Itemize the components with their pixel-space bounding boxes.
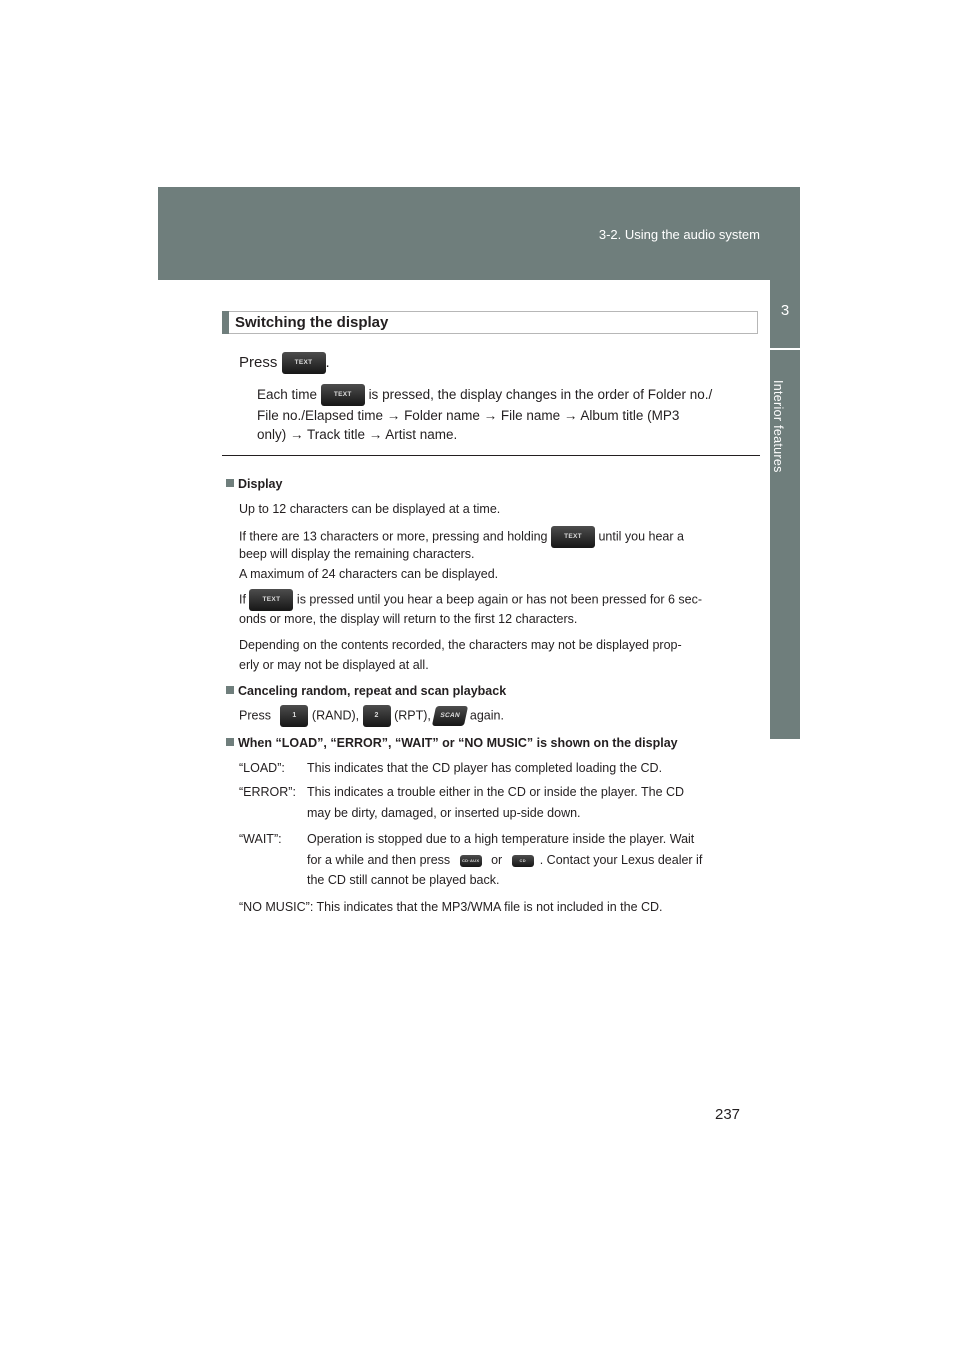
canceling-press-line	[239, 705, 504, 727]
chapter-number: 3	[780, 302, 790, 319]
header-banner	[158, 187, 800, 280]
preset-2-button-icon: 2	[363, 705, 391, 727]
canceling-heading-text: Canceling random, repeat and scan playback	[238, 684, 507, 698]
press-suffix: .	[325, 353, 330, 371]
display-p2-text-a: If there are 13 characters or more, pressing and holding	[239, 529, 548, 544]
wait-label: “WAIT”:	[239, 832, 282, 846]
load-text: This indicates that the CD player has completed loading the CD.	[307, 761, 663, 775]
display-p4-line1: Depending on the contents recorded, the characters may not be displayed prop-	[239, 638, 682, 652]
display-p2-line1	[239, 526, 684, 548]
when-shown-heading	[226, 736, 678, 750]
canceling-heading	[226, 684, 506, 698]
rpt-label: (RPT),	[394, 708, 431, 723]
section-title: Switching the display	[235, 314, 389, 331]
display-p3-line1	[239, 589, 702, 611]
chapter-tab	[770, 280, 800, 739]
bullet-square-icon	[226, 686, 234, 694]
wait-text-line2-b: . Contact your Lexus dealer if	[539, 853, 703, 867]
wait-text-line3: the CD still cannot be played back.	[307, 873, 500, 887]
load-label: “LOAD”:	[239, 761, 285, 775]
each-time-line-1	[257, 384, 712, 406]
wait-text-line1: Operation is stopped due to a high temperature inside the player. Wait	[307, 832, 695, 846]
again-label: again.	[469, 708, 504, 723]
scan-button-icon: SCAN	[432, 706, 468, 726]
display-p1: Up to 12 characters can be displayed at a time.	[239, 502, 501, 516]
display-p3-text-b: is pressed until you hear a beep again or has not been pressed for 6 sec-	[296, 592, 703, 607]
error-text-line1: This indicates a trouble either in the CD or inside the player. The CD	[307, 785, 685, 799]
press-label: Press	[239, 353, 278, 371]
bullet-square-icon	[226, 479, 234, 487]
cd-aux-button-icon: CD·AUX	[460, 855, 482, 867]
rand-label: (RAND),	[311, 708, 360, 723]
canceling-press-label: Press	[239, 708, 271, 723]
each-time-text-a: Each time	[257, 387, 318, 402]
display-p2-text-b: until you hear a	[598, 529, 684, 544]
page-number: 237	[715, 1106, 741, 1123]
each-time-text-b: is pressed, the display changes in the order of Folder no./	[368, 387, 713, 402]
section-heading-bar	[222, 311, 229, 334]
text-button-icon: TEXT	[321, 384, 365, 406]
display-p4-line2: erly or may not be displayed at all.	[239, 658, 429, 672]
preset-1-button-icon: 1	[280, 705, 308, 727]
section-divider	[222, 455, 760, 456]
chapter-label: Interior features	[771, 380, 785, 473]
each-time-line-2: File no./Elapsed time → Folder name → File name → Album title (MP3	[257, 408, 680, 423]
when-shown-heading-text: When “LOAD”, “ERROR”, “WAIT” or “NO MUSIC” is shown on the display	[238, 736, 678, 750]
display-p3-text-a: If	[239, 592, 246, 607]
display-heading-text: Display	[238, 477, 283, 491]
text-button-icon: TEXT	[282, 352, 326, 374]
bullet-square-icon	[226, 738, 234, 746]
section-heading-box	[222, 311, 758, 334]
text-button-icon: TEXT	[249, 589, 293, 611]
wait-text-line2-a: for a while and then press	[307, 853, 451, 867]
display-p3-line2: onds or more, the display will return to the first 12 characters.	[239, 612, 578, 626]
header-section-title: 3-2. Using the audio system	[598, 227, 760, 242]
display-p2-line3: A maximum of 24 characters can be displayed.	[239, 567, 499, 581]
no-music-line: “NO MUSIC”: This indicates that the MP3/WMA file is not included in the CD.	[239, 900, 663, 914]
wait-or: or	[491, 853, 503, 867]
press-instruction	[239, 352, 330, 374]
display-p2-line2: beep will display the remaining characters.	[239, 547, 475, 561]
cd-button-icon: CD	[512, 855, 534, 867]
text-button-icon: TEXT	[551, 526, 595, 548]
error-text-line2: may be dirty, damaged, or inserted up-side down.	[307, 806, 581, 820]
error-label: “ERROR”:	[239, 785, 296, 799]
wait-text-line2	[307, 853, 702, 867]
display-heading	[226, 477, 282, 491]
chapter-tab-divider	[770, 348, 800, 350]
each-time-line-3: only) → Track title → Artist name.	[257, 427, 458, 442]
